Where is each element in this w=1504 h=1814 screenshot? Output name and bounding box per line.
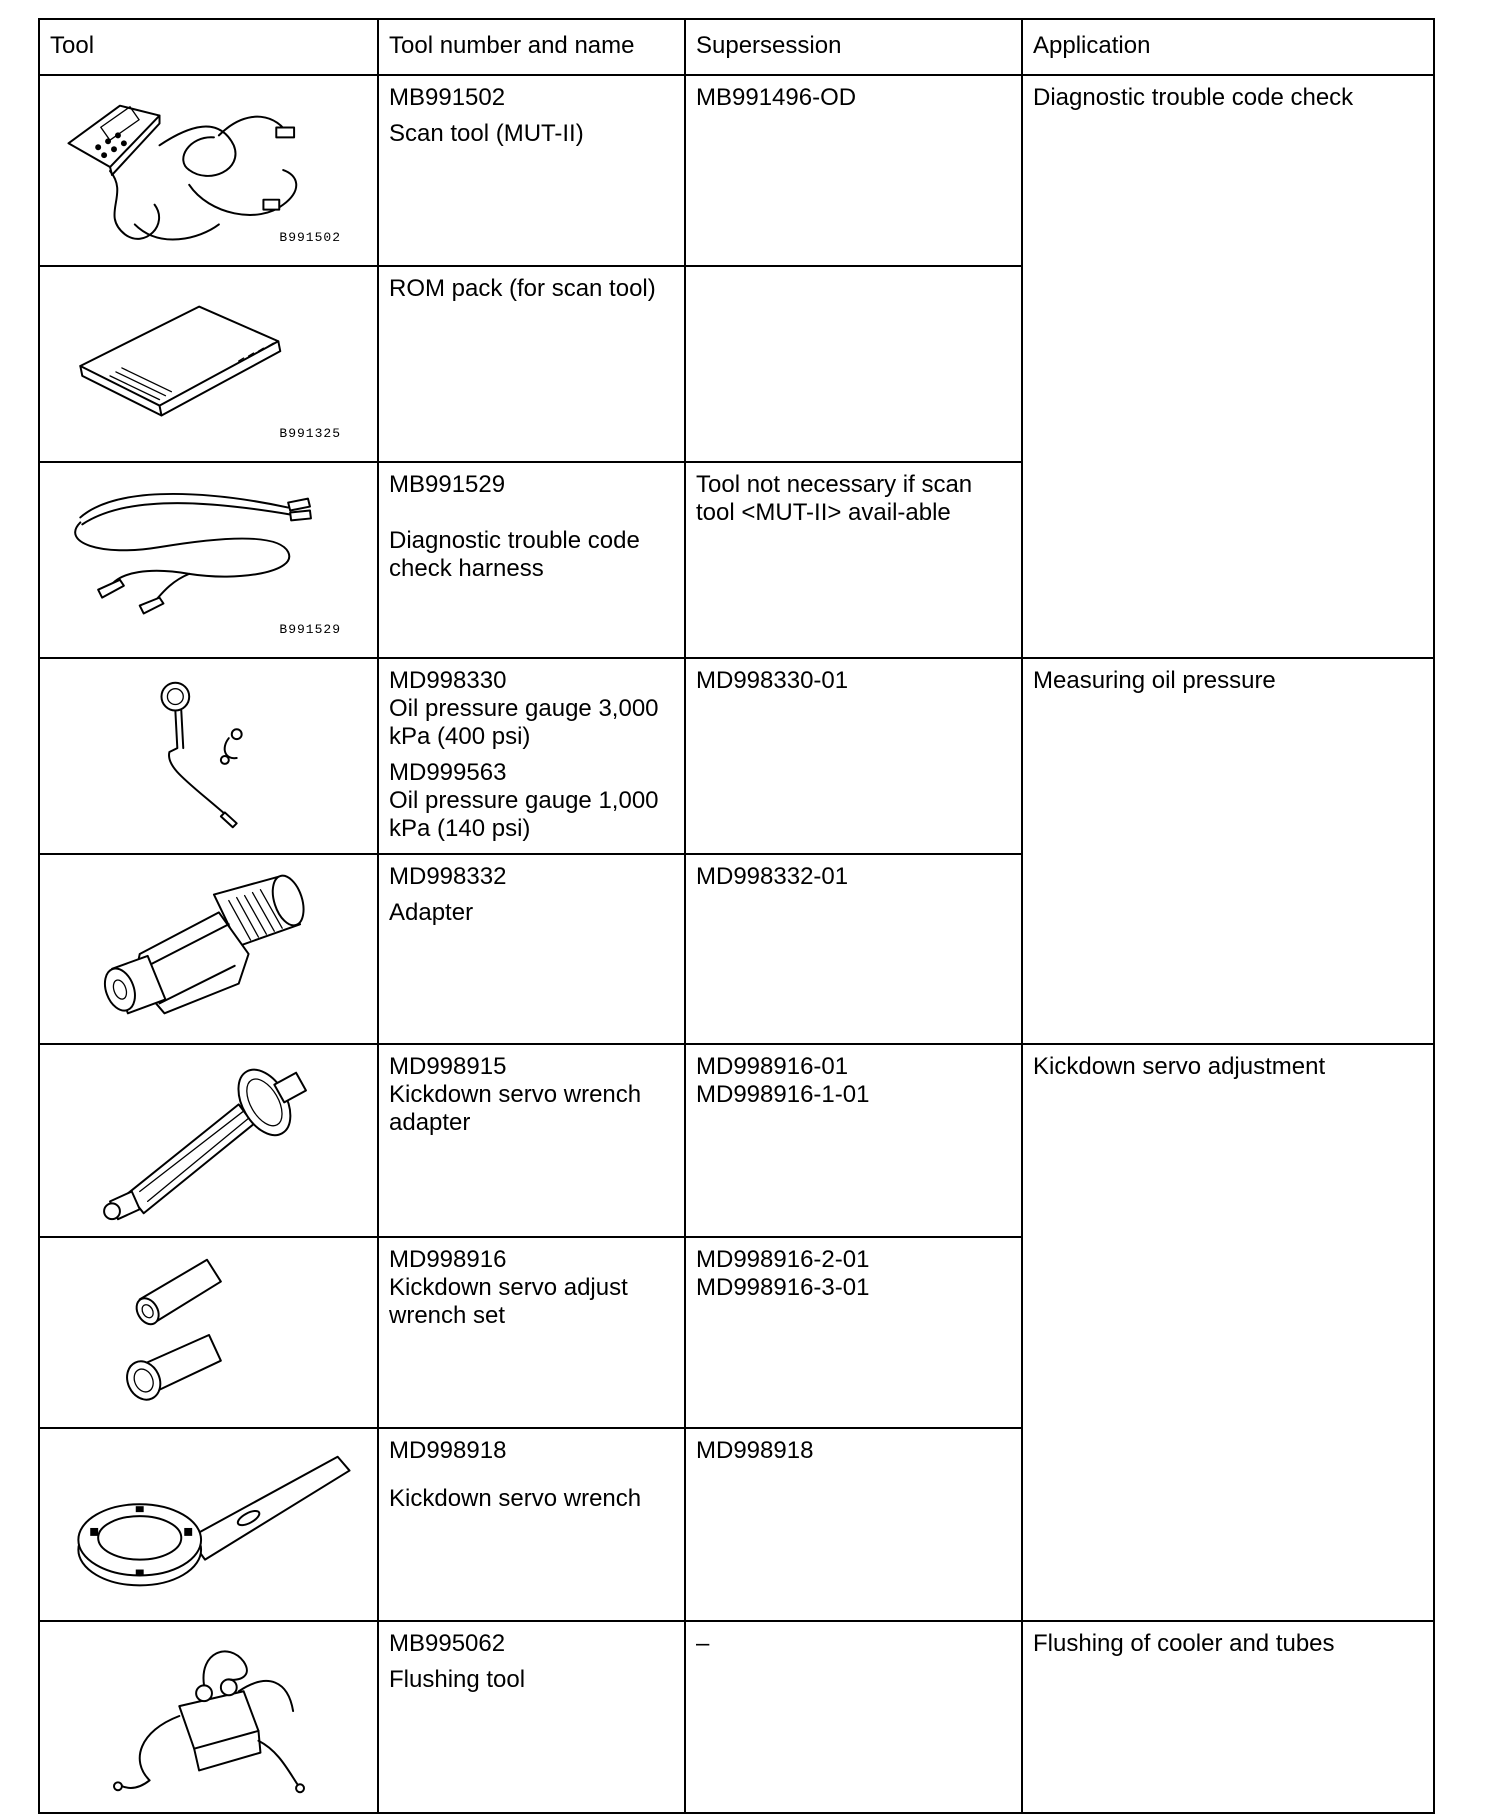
supersession-cell [685,658,1022,854]
tool-name-2: Oil pressure gauge 1,000 kPa (140 psi) [389,787,659,842]
tool-image-cell [39,1237,378,1428]
table-row [39,1621,1434,1813]
tool-number-2: MD999563 [389,759,507,786]
tool-number: MB995062 [389,1630,506,1657]
application-text: Kickdown servo adjustment [1033,1053,1326,1080]
tool-number-cell [378,266,685,462]
header-supersession: Supersession [685,19,1022,75]
tool-number-cell [378,462,685,658]
application-text: Flushing of cooler and tubes [1033,1630,1335,1657]
tool-number: MD998330 [389,667,507,694]
tool-image-cell [39,1621,378,1813]
tool-image-cell [39,462,378,658]
tool-image-cell [39,854,378,1044]
header-tool: Tool [39,19,378,75]
wrench-set-icon [40,1238,377,1427]
application-text: Diagnostic trouble code check [1033,84,1354,111]
supersession-value: Tool not necessary if scan tool <MUT-II> avail-able [696,471,973,526]
tool-name: Oil pressure gauge 3,000 kPa (400 psi) [389,695,659,750]
image-code: B991529 [279,622,341,637]
tool-number-cell [378,1428,685,1621]
oil-pressure-gauge-icon [40,659,377,853]
tool-number-cell [378,1237,685,1428]
tool-name: ROM pack (for scan tool) [389,275,656,302]
supersession-value: MD998330-01 [696,667,849,694]
tool-number: MD998332 [389,863,507,890]
tool-name: Scan tool (MUT-II) [389,120,584,147]
application-cell [1022,658,1434,1044]
application-cell [1022,1621,1434,1813]
application-text: Measuring oil pressure [1033,667,1276,694]
tool-name: Adapter [389,899,474,926]
supersession-value [686,267,1021,275]
special-tools-table [38,18,1435,1814]
table-row [39,75,1434,266]
tool-number-cell [378,75,685,266]
tool-number: MB991529 [389,471,506,498]
table-row [39,1044,1434,1237]
tool-image-cell [39,75,378,266]
supersession-value: MD998918 [696,1437,814,1464]
application-cell [1022,75,1434,658]
tool-image-cell [39,658,378,854]
flushing-tool-icon [40,1622,377,1812]
supersession-cell [685,75,1022,266]
application-cell [1022,1044,1434,1621]
supersession-cell [685,1237,1022,1428]
supersession-value: MD998916-01 [696,1053,849,1080]
tool-name: Kickdown servo adjust wrench set [389,1274,628,1329]
supersession-cell [685,1621,1022,1813]
tool-number: MD998918 [389,1437,507,1464]
tool-number: MD998915 [389,1053,507,1080]
supersession-value-2: MD998916-3-01 [696,1274,870,1301]
header-tool-number: Tool number and name [378,19,685,75]
supersession-cell [685,854,1022,1044]
supersession-cell [685,1044,1022,1237]
tool-image-cell [39,266,378,462]
tool-image-cell [39,1044,378,1237]
tool-name: Diagnostic trouble code check harness [389,527,640,582]
image-code: B991325 [279,426,341,441]
supersession-cell [685,462,1022,658]
supersession-cell [685,266,1022,462]
image-code: B991502 [279,230,341,245]
tool-name: Kickdown servo wrench [389,1485,642,1512]
supersession-value: MD998332-01 [696,863,849,890]
tool-name: Flushing tool [389,1666,526,1693]
supersession-cell [685,1428,1022,1621]
supersession-value: MB991496-OD [696,84,857,111]
servo-wrench-icon [40,1429,377,1620]
tool-number-cell [378,658,685,854]
tool-number-cell [378,1044,685,1237]
tool-number: MB991502 [389,84,506,111]
tool-number-cell [378,854,685,1044]
wrench-adapter-icon [40,1045,377,1236]
table-row [39,658,1434,854]
tool-image-cell [39,1428,378,1621]
header-application: Application [1022,19,1434,75]
header-row [39,19,1434,75]
supersession-value: – [696,1630,710,1657]
tool-number: MD998916 [389,1246,507,1273]
tool-number-cell [378,1621,685,1813]
adapter-icon [40,855,377,1043]
tool-name: Kickdown servo wrench adapter [389,1081,642,1136]
supersession-value-2: MD998916-1-01 [696,1081,870,1108]
supersession-value: MD998916-2-01 [696,1246,870,1273]
